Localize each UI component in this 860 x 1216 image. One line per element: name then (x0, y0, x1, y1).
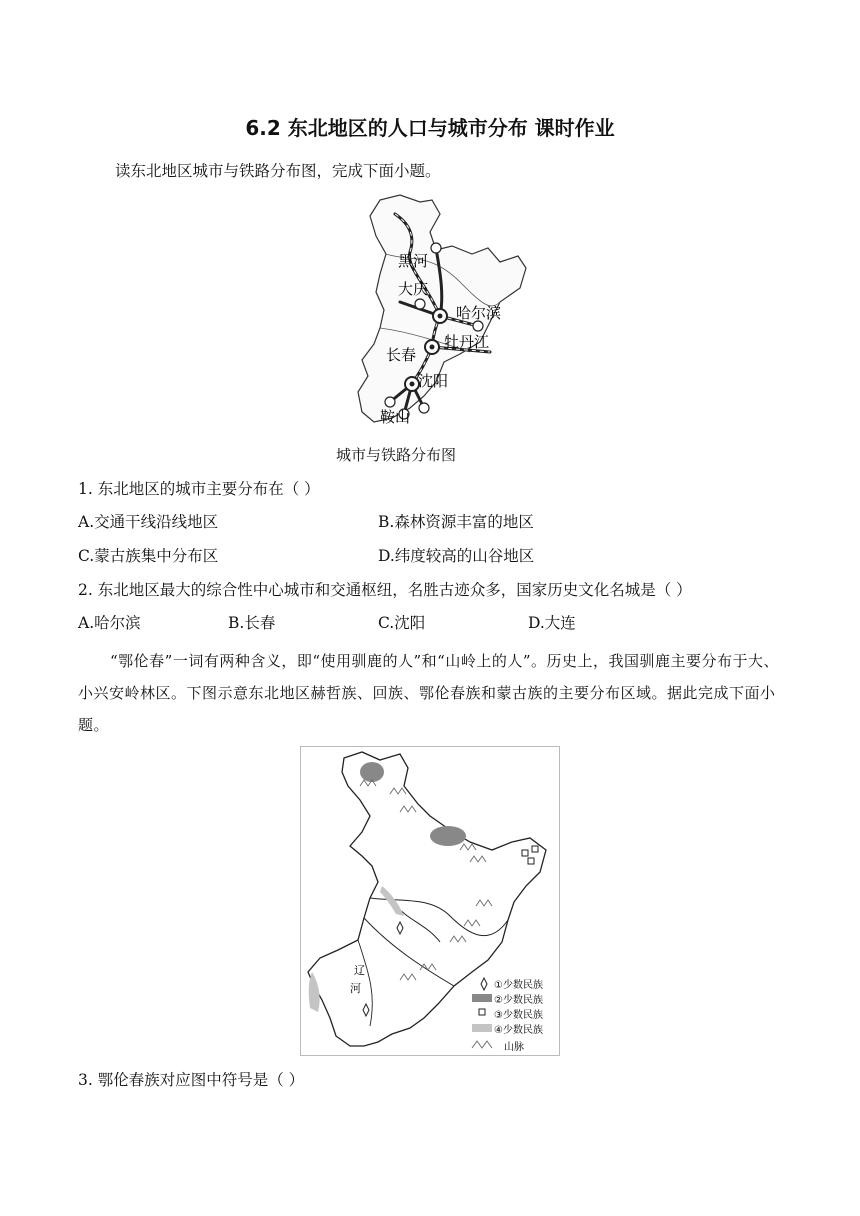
legend-item-3: ③少数民族 (494, 1010, 543, 1021)
q2-option-b[interactable]: B.长春 (228, 614, 276, 632)
label-daqing: 大庆 (398, 280, 429, 298)
legend-item-2: ②少数民族 (494, 995, 543, 1006)
label-anshan: 鞍山 (380, 408, 411, 426)
label-haerbin: 哈尔滨 (456, 304, 502, 322)
label-mudanjiang: 牡丹江 (444, 333, 490, 351)
label-liaohe-2: 河 (350, 982, 361, 995)
symbol-3-marker (532, 846, 538, 852)
q1-option-c[interactable]: C.蒙古族集中分布区 (78, 547, 219, 565)
city-railway-map (340, 192, 540, 432)
symbol-3-marker (522, 850, 528, 856)
page-title: 6.2 东北地区的人口与城市分布 课时作业 (245, 116, 615, 140)
label-heihe: 黑河 (398, 252, 429, 270)
q1-option-a[interactable]: A.交通干线沿线地区 (78, 513, 219, 531)
legend-item-1: ①少数民族 (494, 980, 543, 991)
label-changchun: 长春 (386, 346, 417, 364)
passage-text: “鄂伦春”一词有两种含义，即“使用驯鹿的人”和“山岭上的人”。历史上，我国驯鹿主要分布于大、小兴安岭林区。下图示意东北地区赫哲族、回族、鄂伦春族和蒙古族的主要分布区域。据此完成下面小题。 (78, 652, 780, 734)
label-shenyang: 沈阳 (418, 372, 449, 390)
city-marker-mudanjiang (473, 321, 483, 331)
legend-item-5: 山脉 (504, 1042, 524, 1053)
legend-item-4: ④少数民族 (494, 1025, 543, 1036)
map1-caption: 城市与铁路分布图 (336, 446, 457, 464)
ethnic-distribution-map (300, 746, 562, 1058)
q2-stem: 2. 东北地区最大的综合性中心城市和交通枢纽，名胜古迹众多，国家历史文化名城是（ ） (78, 581, 692, 599)
symbol-2-area (430, 826, 466, 846)
q1-option-b[interactable]: B.森林资源丰富的地区 (378, 513, 534, 531)
city-marker-heihe (431, 243, 441, 253)
q2-option-a[interactable]: A.哈尔滨 (78, 614, 141, 632)
q2-option-d[interactable]: D.大连 (528, 614, 576, 632)
symbol-3-marker (528, 858, 534, 864)
city-marker-daqing (415, 299, 425, 309)
intro-text: 读东北地区城市与铁路分布图，完成下面小题。 (115, 162, 441, 180)
q2-option-c[interactable]: C.沈阳 (378, 614, 426, 632)
label-liaohe-1: 辽 (354, 964, 365, 977)
q3-stem: 3. 鄂伦春族对应图中符号是（ ） (78, 1071, 305, 1089)
q1-option-d[interactable]: D.纬度较高的山谷地区 (378, 547, 535, 565)
symbol-2-area (360, 762, 384, 782)
q1-stem: 1. 东北地区的城市主要分布在（ ） (78, 480, 320, 498)
